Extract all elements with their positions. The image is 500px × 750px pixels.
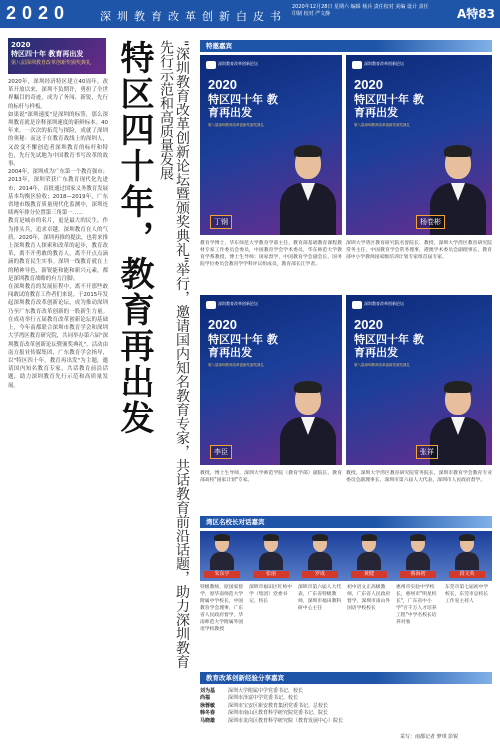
principal-name: 段文英	[449, 571, 485, 578]
page-number: A特83	[457, 7, 495, 21]
principal-name: 黄健	[351, 571, 387, 578]
principal-name: 蔡海初	[400, 571, 436, 578]
expert-caption: 深圳大学湾区教育研究院名誉院长、教授，深圳大学湾区教育研究院常务主任，中国教育学会常务理事，港澳学术委员会副理事长，教育部中小学教师国家级培训计划专家组首届专家。	[346, 241, 492, 260]
masthead-year: 2020	[6, 3, 71, 23]
section-principals-label: 湾区名校长对话嘉宾	[206, 518, 265, 526]
cover-thumbnail	[8, 38, 106, 74]
expert-caption: 教授，博士生导师，深圳大学师范学院（教育学部）副院长，教育部高校"国家计划"专家。	[200, 471, 342, 483]
principal-photo	[347, 534, 391, 578]
principal-name: 朱东宇	[204, 571, 240, 578]
reporter-credit: 采写：南都记者 梦琪 彭锐	[400, 734, 459, 740]
expert-name: 杨卷彬	[416, 215, 445, 229]
section-experts-label: 特邀嘉宾	[206, 42, 232, 50]
list-item: 刘为基 深圳大学附属中学党委书记、校长	[200, 688, 304, 694]
panel-year: 2020	[208, 77, 237, 92]
page-title: 特区四十年，教育再出发	[114, 40, 154, 436]
principal-caption: 惠州市实验中学校长，惠州市"明星校长"，广东省中小学"百千万人才培养工程"中学名校长培养对象	[396, 585, 437, 625]
panel-title: 特区四十年 教育再出发	[208, 333, 278, 359]
panel-brand: 深圳教育改革创新论坛	[218, 301, 258, 306]
expert-caption: 教授，深圳大学湾区教育研究院常务院长，深圳市教育学会教育专业委员会副理事长，深圳市第六届人大代表，深圳市人民政府督学。	[346, 471, 492, 483]
list-item: 马晓雄 深圳市龙岗区教育科学研究院（教育发展中心）院长	[200, 717, 344, 724]
forum-logo-icon	[206, 301, 216, 309]
cover-sub: 第八届深圳教育改革创新奖颁奖典礼	[11, 60, 92, 66]
article-body: 2020年，深圳经济特区建立40周年。改革开放以来，深圳不负期许，勇担了全世界瞩目的奇迹，成为了务闯、新锐、先行的标杆与样板。 如果说"深圳速度"是深圳的标签，那么深圳教育就是诠释深圳速度的新鲜标本。40年来，一次次的拓荒与探险，成就了深圳的奥秘：而这于在教育战线上的深圳人，又改变不懈创造者深圳教育的标杆和特色，先行先试地为中国教育书写改革的故事。 2004年，深圳成为广东第一个教育强市；2013年，深圳荣获广东教育现代化先进市；2014年，首批通过国家义务教育发展基本均衡区验收；2018—2019年，广东省地市级教育质量现代化监测中，深圳连续两年排分位置第三角第一…… 教育是城市的名片，更是最大的民生，作为排头兵，追求卓越。深圳教育在人的气质。2020年，深圳再推的提法，也将来推上深圳教育人探索和改革的起步，教育改革，离不开勇敢的教育人，离不开点点滴滴的教育民生实事。深圳一线教育就在上的精神导色，新锐能和能和新兴元素，都是深圳教育战略的有力注脚。 在深圳教育的发展征程中，离不开那些敢闯敢试的教育工作者们来说。于2015年发起深圳教育改革创新论坛，成为推动深圳乃至广东教育改革创新的一股新生力量。在成功举行五届教育改革创新论坛的基础上，今年南都联合深圳市教育学会和深圳大学湾区教育研究院，共同举办第六届"深圳教育改革创新论坛暨颁奖典礼"。活动由南方报业传媒集团、广东教育学会指导，以"特区四十年，教育再出发"为主题，邀请国内知名教育专家，共话教育前沿话题，助力深圳教育先行示范和高质量发展。	[8, 79, 108, 389]
forum-logo-icon	[206, 61, 216, 69]
section-award-experts	[200, 672, 492, 684]
masthead-title: 深圳教育改革创新白皮书	[100, 10, 287, 23]
principal-photo	[298, 534, 342, 578]
page-subtitle: "深圳教育改革创新论坛暨颁奖典礼"举行，邀请国内知名教育专家，共话教育前沿话题，助力深圳教育先行示范和高质量发展	[158, 40, 190, 669]
list-item: 韩冬春 深圳市南山区教育科学研究院党委书记、院长	[200, 710, 329, 717]
principal-caption: 深圳市第六届人大代表，广东省特级教师，深圳市福田教科研中心主任	[298, 585, 342, 611]
panel-brand: 深圳教育改革创新论坛	[218, 61, 258, 66]
expert-name: 李臣	[210, 445, 232, 459]
panel-year: 2020	[208, 317, 237, 332]
portrait-photo	[278, 143, 338, 235]
list-item: 徐蓉敏 深圳市宝安区新安教育集团党委书记、总校长	[200, 702, 329, 709]
panel-brand: 深圳教育改革创新论坛	[364, 301, 404, 306]
panel-brand: 深圳教育改革创新论坛	[364, 61, 404, 66]
masthead-meta: 2020年12月28日 星期六 编辑 杨兵 责任校对 美编 设计 责任印制 校对 严文静	[292, 4, 429, 17]
panel-title: 特区四十年 教育再出发	[208, 93, 278, 119]
expert-panel-2	[346, 55, 492, 235]
principal-name: 张丽	[253, 571, 289, 578]
principal-name: 罗成	[302, 571, 338, 578]
forum-logo-icon	[352, 61, 362, 69]
list-item: 尚福 深圳市泽富中学党委书记、校长	[200, 695, 299, 702]
left-column	[8, 38, 108, 698]
panel-title: 特区四十年 教育再出发	[354, 93, 424, 119]
portrait-photo	[278, 379, 338, 465]
panel-title: 特区四十年 教育再出发	[354, 333, 424, 359]
panel-sub: 第八届深圳教育改革创新奖颁奖典礼	[208, 123, 264, 127]
expert-name: 丁钢	[210, 215, 232, 229]
cover-year: 2020	[11, 41, 31, 49]
principal-photo	[249, 534, 293, 578]
expert-name: 张祥	[416, 445, 438, 459]
panel-sub: 第八届深圳教育改革创新奖颁奖典礼	[354, 363, 410, 367]
panel-sub: 第八届深圳教育改革创新奖颁奖典礼	[354, 123, 410, 127]
expert-panel-4	[346, 295, 492, 465]
principal-photo	[200, 534, 244, 578]
principal-caption: 初中语文正高级教师，广东省人民政府督学，深圳市南山外国语学校校长	[347, 585, 391, 611]
masthead	[0, 0, 500, 28]
principal-photo	[396, 534, 440, 578]
cover-title: 特区四十年 教育再出发	[11, 50, 84, 58]
panel-sub: 第八届深圳教育改革创新奖颁奖典礼	[208, 363, 264, 367]
section-award-experts-label: 教育改革创新经验分享嘉宾	[206, 674, 284, 682]
expert-panel-1	[200, 55, 342, 235]
panel-year: 2020	[354, 77, 383, 92]
expert-caption: 教育学博士，华东师范大学教育学部主任，教育部基础教育课程教材专家工作委员会委员，中国教育学会学术委员，华东师范大学教育学系教授，博士生导师；国家督学，中国教育学会副会长，国务院学位委员会教育学学科评议组成员，教育部长江学者。	[200, 241, 342, 267]
forum-logo-icon	[352, 301, 362, 309]
principal-caption: 东莞市第七届初中学校长，东莞市总校长工作室主持人	[445, 585, 489, 604]
section-principals	[200, 516, 492, 528]
principal-caption: 深圳市福田区红岭中学（集团）党委书记、校长	[249, 585, 293, 604]
expert-panel-3	[200, 295, 342, 465]
panel-year: 2020	[354, 317, 383, 332]
principal-photo	[445, 534, 489, 578]
award-experts-list	[200, 688, 492, 725]
section-experts	[200, 40, 492, 52]
principal-caption: 特级教师，原国家督学，原华南师范大学附属中学校长，中国教育学会理事，广东省人民政府督学，华南师范大学附属外国语学校教授	[200, 585, 244, 632]
